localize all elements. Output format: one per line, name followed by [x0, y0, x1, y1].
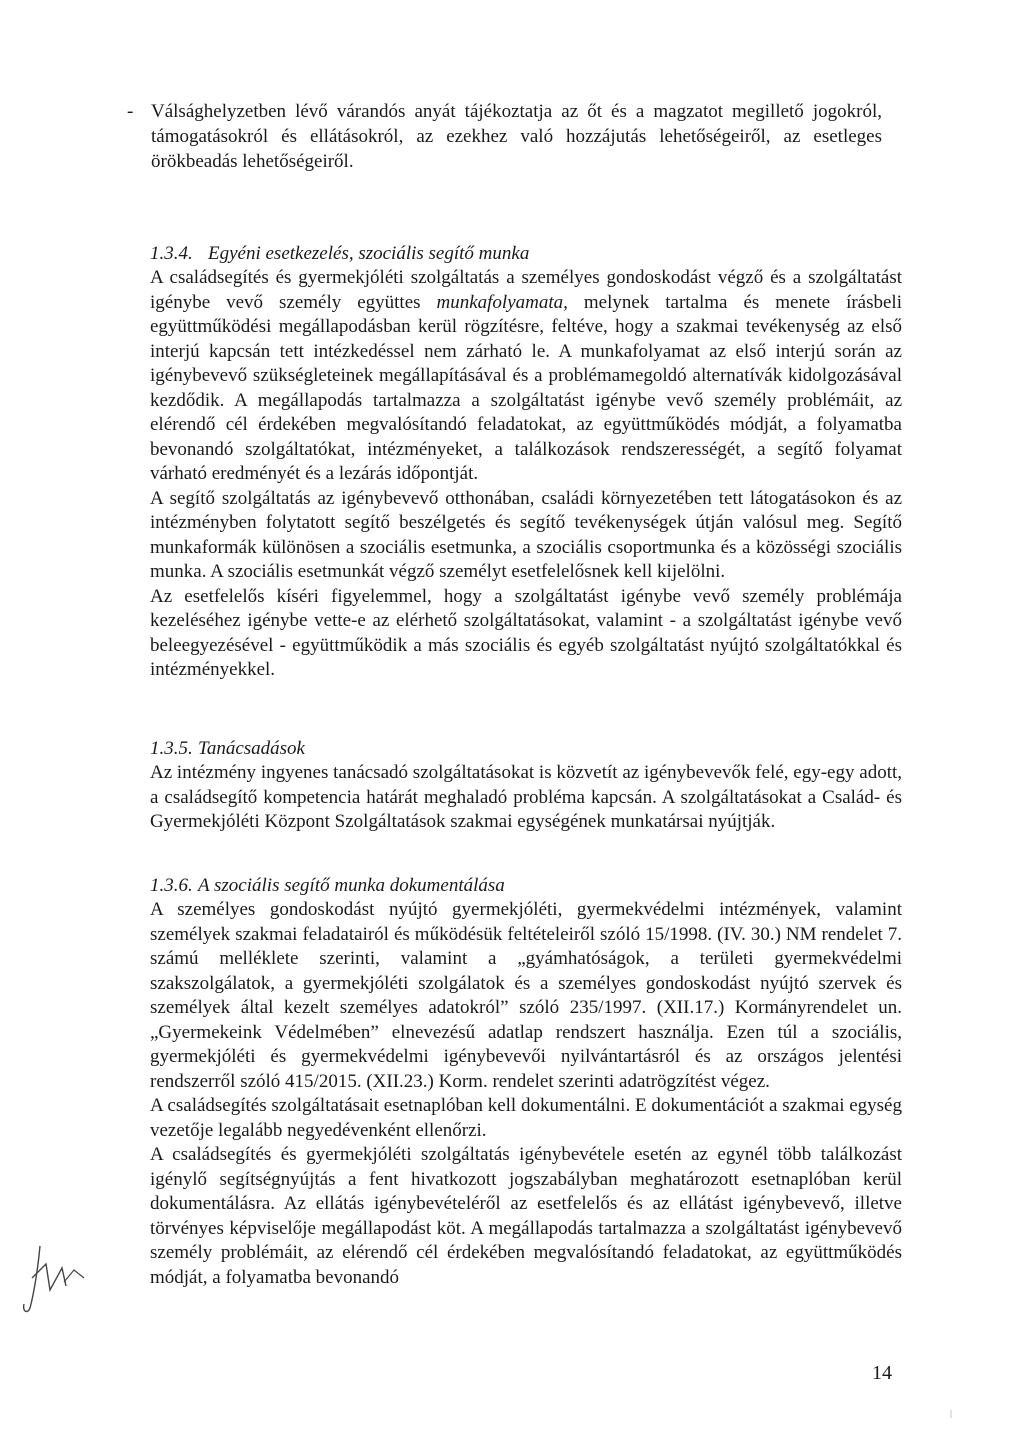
- section-1-3-5: [150, 736, 902, 835]
- paragraph: Az intézmény ingyenes tanácsadó szolgáltatásokat is közvetít az igénybevevők felé, egy-egy adott, a családsegítő kompetencia határát meghaladó probléma kapcsán. A szolgáltatásokat a Család- és Gyermekjóléti Központ Szolgáltatások szakmai egységének munkatársai nyújtják.: [150, 762, 902, 832]
- section-title: A szociális segítő munka dokumentálása: [198, 875, 505, 896]
- italic-term: munkafolyamata,: [436, 291, 568, 313]
- intro-bullet: [127, 99, 882, 174]
- section-title: Tanácsadások: [198, 738, 305, 759]
- scan-mark: [950, 1410, 952, 1418]
- section-heading: [150, 873, 902, 898]
- paragraph: A családsegítés szolgáltatásait esetnaplóban kell dokumentálni. E dokumentációt a szakmai egység vezetője legalább negyedévenként ellenőrzi.: [150, 1095, 902, 1141]
- bullet-dash: -: [127, 101, 134, 122]
- paragraph: [150, 266, 902, 487]
- paragraph: A családsegítés és gyermekjóléti szolgáltatás igénybevétele esetén az egynél több találkozást igénylő segítségnyújtás a fent hivatkozott jogszabályban meghatározott esetnaplóban kerül dokumentálásra. Az ellátás igénybevételéről az esetfelelős és az ellátást igénybevevő, illetve törvényes képviselője megállapodást köt. A megállapodás tartalmazza a szolgáltatást igénybevevő személy problémáit, az elérendő cél érdekében megvalósítandó feladatokat, az együttműködés módját, a folyamatba bevonandó: [150, 1144, 902, 1288]
- paragraph: Az esetfelelős kíséri figyelemmel, hogy a szolgáltatást igénybe vevő személy problémája kezeléséhez igénybe vette-e az elérhető szolgáltatásokat, valamint - a szolgáltatást igénybe vevő beleegyezésével - együttműködik a más szociális és egyéb szolgáltatást nyújtó szolgáltatókkal és intézményekkel.: [150, 585, 902, 680]
- section-heading: [150, 736, 902, 761]
- section-number: 1.3.6.: [150, 875, 193, 896]
- section-1-3-6: [150, 873, 902, 1290]
- section-number: 1.3.5.: [150, 738, 193, 759]
- paragraph: A személyes gondoskodást nyújtó gyermekjóléti, gyermekvédelmi intézmények, valamint személyek szakmai feladatairól és működésük feltételeiről szóló 15/1998. (IV. 30.) NM rendelet 7. számú melléklete szerinti, valamint a „gyámhatóságok, a területi gyermekvédelmi szakszolgálatok, a gyermekjóléti szolgálatok és a személyes gondoskodást nyújtó szervek és személyek által kezelt személyes adatokról” szóló 235/1997. (XII.17.) Kormányrendelet un. „Gyermekeink Védelmében” elnevezésű adatlap rendszert használja. Ezen túl a szociális, gyermekjóléti és gyermekvédelmi igénybevevői nyilvántartásról és az országos jelentési rendszerről szóló 415/2015. (XII.23.) Korm. rendelet szerinti adatrögzítést végez.: [150, 899, 902, 1092]
- section-number: 1.3.4.: [150, 243, 193, 264]
- section-title: Egyéni esetkezelés, szociális segítő munka: [208, 243, 530, 264]
- signature-icon: [12, 1238, 112, 1318]
- page-number: 14: [872, 1362, 892, 1384]
- section-heading: [150, 241, 902, 266]
- paragraph-text: A családsegítés és gyermekjóléti szolgáltatás a személyes gondoskodást végző és a szolgáltatást igénybe vevő személy együttes: [150, 267, 902, 313]
- paragraph: A segítő szolgáltatás az igénybevevő otthonában, családi környezetében tett látogatásokon és az intézményben folytatott segítő beszélgetés és segítő tevékenységek útján valósul meg. Segítő munkaformák különösen a szociális esetmunka, a szociális csoportmunka és a közösségi szociális munka. A szociális esetmunkát végző személyt esetfelelősnek kell kijelölni.: [150, 487, 902, 582]
- bullet-text: Válsághelyzetben lévő várandós anyát tájékoztatja az őt és a magzatot megillető jogokról, támogatásokról és ellátásokról, az ezekhez való hozzájutás lehetőségeiről, az esetleges örökbeadás lehetőségeiről.: [151, 101, 882, 172]
- section-1-3-4: [150, 241, 902, 683]
- paragraph-text: melynek tartalma és menete írásbeli együttműködési megállapodásban kerül rögzítésre, feltéve, hogy a szakmai tevékenység az első interjú kapcsán tett intézkedéssel nem zárható le. A munkafolyamat az első interjú során az igénybevevő szükségleteinek megállapításával és a problémamegoldó alternatívák kidolgozásával kezdődik. A megállapodás tartalmazza a szolgáltatást igénybe vevő személy problémáit, az elérendő cél érdekében megvalósítandó feladatokat, az együttműködés módját, a folyamatba bevonandó szolgáltatókat, intézményeket, a találkozások rendszerességét, a segítő folyamat várható eredményét és a lezárás időpontját.: [150, 291, 902, 484]
